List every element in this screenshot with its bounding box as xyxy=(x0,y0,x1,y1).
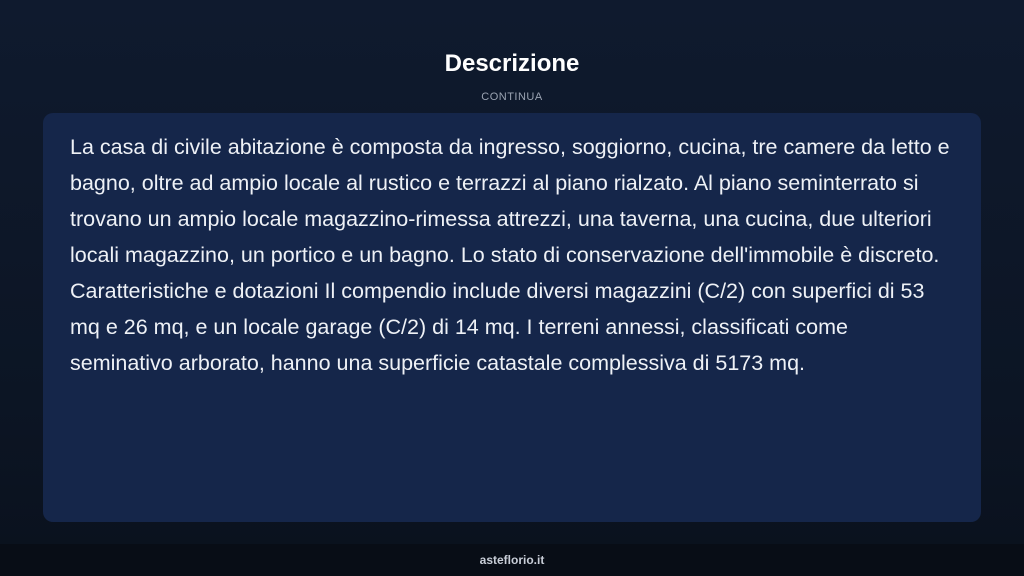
description-text: La casa di civile abitazione è composta da ingresso, soggiorno, cucina, tre camere da letto e bagno, oltre ad ampio locale al rustico e terrazzi al piano rialzato. Al piano seminterrato si trovano un ampio locale magazzino-rimessa attrezzi, una taverna, una cucina, due ulteriori locali magazzino, un portico e un bagno. Lo stato di conservazione dell'immobile è discreto. Caratteristiche e dotazioni Il compendio include diversi magazzini (C/2) con superfici di 53 mq e 26 mq, e un locale garage (C/2) di 14 mq. I terreni annessi, classificati come seminativo arborato, hanno una superficie catastale complessiva di 5173 mq. xyxy=(70,135,950,375)
page-title: Descrizione xyxy=(444,50,580,77)
slide-header xyxy=(0,48,1024,104)
continua-label: CONTINUA xyxy=(481,91,543,103)
footer-site-name: asteflorio.it xyxy=(479,553,545,567)
footer-bar xyxy=(0,544,1024,576)
description-card xyxy=(43,113,981,522)
